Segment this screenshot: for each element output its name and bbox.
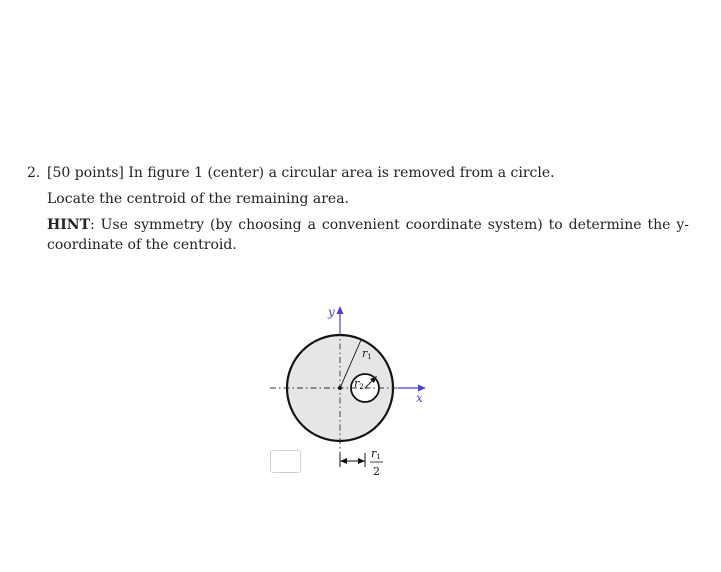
- hint-label: HINT: [47, 217, 90, 233]
- problem-hint: [47, 215, 689, 255]
- offset-arrow-right: [358, 458, 365, 464]
- x-axis-label: x: [416, 391, 423, 405]
- problem-number: 2.: [27, 165, 41, 181]
- hint-text: : Use symmetry (by choosing a convenient coordinate system) to determine the y-coordinate of the centroid.: [47, 217, 689, 253]
- problem-points: [50 points]: [47, 165, 124, 181]
- problem-task: Locate the centroid of the remaining area.: [47, 191, 349, 207]
- r1-label: r1: [362, 347, 372, 361]
- offset-arrow-left: [340, 458, 347, 464]
- y-axis-label: y: [328, 305, 335, 319]
- answer-checkbox[interactable]: [270, 450, 301, 473]
- problem-2: [27, 163, 689, 255]
- problem-statement: [27, 163, 689, 183]
- offset-numerator: r1: [371, 447, 381, 461]
- problem-statement-text: In figure 1 (center) a circular area is removed from a circle.: [128, 165, 555, 181]
- offset-denominator: 2: [373, 465, 380, 478]
- y-arrow-head: [337, 306, 344, 314]
- r2-label: r2: [354, 377, 364, 391]
